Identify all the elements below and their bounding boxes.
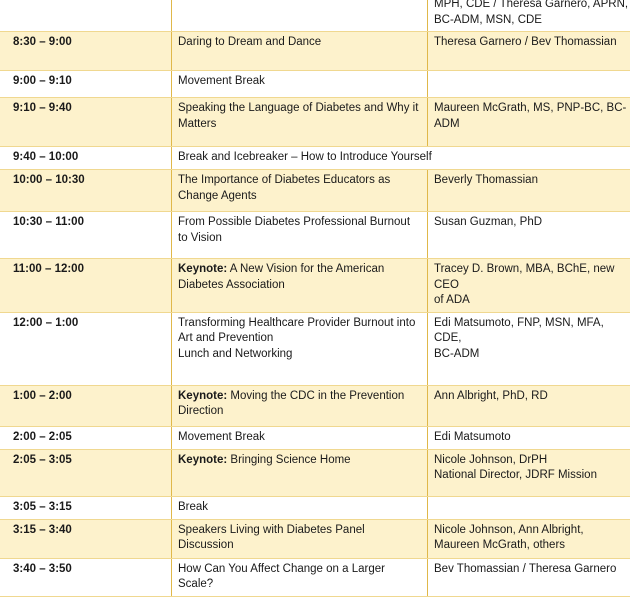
keynote-label: Keynote: (178, 454, 227, 466)
speaker-line: BC-ADM, MSN, CDE (434, 13, 630, 29)
time-cell: 12:00 – 1:00 (0, 312, 172, 385)
session-title-line: Keynote: A New Vision for the American (178, 262, 421, 278)
speaker-cell (428, 558, 630, 596)
agenda-row (0, 385, 630, 426)
time-cell: 8:30 – 9:00 (0, 32, 172, 71)
speaker-line: Theresa Garnero / Bev Thomassian (434, 35, 630, 51)
session-title-line: to Vision (178, 231, 421, 247)
speaker-line: Bev Thomassian / Theresa Garnero (434, 562, 630, 578)
keynote-label: Keynote: (178, 263, 227, 275)
speaker-line: Edi Matsumoto (434, 430, 630, 446)
session-title-line: The Importance of Diabetes Educators as (178, 173, 421, 189)
speaker-cell (428, 32, 630, 71)
time-cell: 10:00 – 10:30 (0, 170, 172, 212)
session-title-cell (172, 426, 428, 449)
time-cell: 3:40 – 3:50 (0, 558, 172, 596)
speaker-line: MPH, CDE / Theresa Garnero, APRN, (434, 0, 630, 13)
agenda-row (0, 170, 630, 212)
speaker-line: Susan Guzman, PhD (434, 215, 630, 231)
speaker-line: Nicole Johnson, Ann Albright, (434, 523, 630, 539)
session-title-line: Diabetes Association (178, 278, 421, 294)
session-title-line: From Possible Diabetes Professional Burnout (178, 215, 421, 231)
time-cell: 9:00 – 9:10 (0, 71, 172, 98)
session-title-cell (172, 98, 428, 147)
speaker-line: ADM (434, 117, 630, 133)
agenda-row (0, 312, 630, 385)
session-title-line: Movement Break (178, 430, 421, 446)
speaker-line: Beverly Thomassian (434, 173, 630, 189)
session-title-cell (172, 519, 428, 558)
time-cell: 3:05 – 3:15 (0, 496, 172, 519)
session-title-line: Keynote: Moving the CDC in the Prevention (178, 389, 421, 405)
time-cell: 11:00 – 12:00 (0, 259, 172, 313)
session-title-line: Lunch and Networking (178, 347, 421, 363)
speaker-cell (428, 312, 630, 385)
agenda-row (0, 558, 630, 596)
speaker-cell (428, 170, 630, 212)
agenda-row (0, 147, 630, 170)
speaker-line: Nicole Johnson, DrPH (434, 453, 630, 469)
speaker-cell (428, 71, 630, 98)
session-title-cell (172, 385, 428, 426)
session-title-cell (172, 0, 428, 32)
speaker-line: Maureen McGrath, others (434, 538, 630, 554)
speaker-cell (428, 212, 630, 259)
session-title-line: Daring to Dream and Dance (178, 35, 421, 51)
agenda-row (0, 426, 630, 449)
time-cell: 3:15 – 3:40 (0, 519, 172, 558)
speaker-cell (428, 519, 630, 558)
time-cell (0, 0, 172, 32)
speaker-line: Maureen McGrath, MS, PNP-BC, BC- (434, 101, 630, 117)
session-title-cell (172, 259, 428, 313)
session-title-line: Direction (178, 404, 421, 420)
speaker-cell (428, 385, 630, 426)
session-title-line: Art and Prevention (178, 331, 421, 347)
session-title-cell (172, 496, 428, 519)
speaker-line: BC-ADM (434, 347, 630, 363)
session-title-line: Keynote: Bringing Science Home (178, 453, 421, 469)
agenda-row (0, 32, 630, 71)
session-title-cell (172, 312, 428, 385)
keynote-label: Keynote: (178, 390, 227, 402)
session-title-line: Change Agents (178, 189, 421, 205)
session-title-cell: Break and Icebreaker – How to Introduce Yourself (172, 147, 630, 170)
agenda-row (0, 98, 630, 147)
speaker-line: Edi Matsumoto, FNP, MSN, MFA, CDE, (434, 316, 630, 347)
speaker-cell (428, 426, 630, 449)
agenda-row (0, 71, 630, 98)
session-title-line: Transforming Healthcare Provider Burnout into (178, 316, 421, 332)
session-title-cell (172, 449, 428, 496)
speaker-line: Tracey D. Brown, MBA, BChE, new CEO (434, 262, 630, 293)
session-title-cell (172, 558, 428, 596)
speaker-cell (428, 0, 630, 32)
speaker-line: Ann Albright, PhD, RD (434, 389, 630, 405)
session-title-cell (172, 32, 428, 71)
speaker-cell (428, 496, 630, 519)
agenda-row (0, 496, 630, 519)
agenda-row (0, 449, 630, 496)
time-cell: 9:10 – 9:40 (0, 98, 172, 147)
agenda-row (0, 0, 630, 32)
session-title-line: Break (178, 500, 421, 516)
time-cell: 2:05 – 3:05 (0, 449, 172, 496)
speaker-cell (428, 449, 630, 496)
speaker-cell (428, 98, 630, 147)
time-cell: 10:30 – 11:00 (0, 212, 172, 259)
session-title-cell (172, 71, 428, 98)
session-title-line: Movement Break (178, 74, 421, 90)
agenda-row (0, 212, 630, 259)
speaker-cell (428, 259, 630, 313)
session-title-cell (172, 170, 428, 212)
agenda-row (0, 259, 630, 313)
session-title-line: Speakers Living with Diabetes Panel Discussion (178, 523, 421, 554)
session-title-line: How Can You Affect Change on a Larger Scale? (178, 562, 421, 593)
session-title-cell (172, 212, 428, 259)
time-cell: 1:00 – 2:00 (0, 385, 172, 426)
session-title-line: Matters (178, 117, 421, 133)
speaker-line: of ADA (434, 293, 630, 309)
session-title-line: Speaking the Language of Diabetes and Why it (178, 101, 421, 117)
speaker-line: National Director, JDRF Mission (434, 468, 630, 484)
time-cell: 9:40 – 10:00 (0, 147, 172, 170)
time-cell: 2:00 – 2:05 (0, 426, 172, 449)
agenda-row (0, 519, 630, 558)
